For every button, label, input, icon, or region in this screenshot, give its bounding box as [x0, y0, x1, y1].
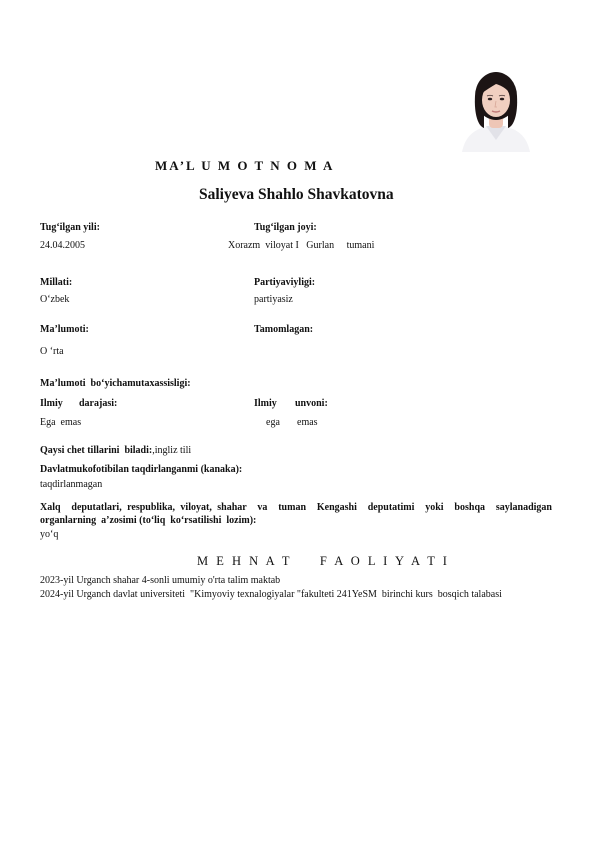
- full-name: Saliyeva Shahlo Shavkatovna: [199, 186, 394, 203]
- languages-value: ,ingliz tili: [152, 445, 192, 456]
- rank-label-1: Ilmiy: [254, 398, 277, 409]
- document-title: MA’L U M O T N O M A: [155, 158, 335, 173]
- birth-place-value: Xorazm viloyat I Gurlan tumani: [228, 240, 375, 251]
- education-value: O ‘rta: [40, 346, 64, 357]
- rank-value-2: emas: [297, 417, 318, 428]
- birth-date-value: 24.04.2005: [40, 240, 85, 251]
- deputy-question-line-2: organlarning a’zosimi (to‘liq ko‘rsatilishi lozim):: [40, 515, 257, 526]
- work-entry: 2023-yil Urganch shahar 4-sonli umumiy o'rta talim maktab: [40, 575, 281, 586]
- work-section-title: M E H N A T F A O L I Y A T I: [197, 554, 450, 568]
- awards-value: taqdirlanmagan: [40, 479, 103, 490]
- graduated-label: Tamomlagan:: [254, 324, 314, 335]
- nationality-label: Millati:: [40, 277, 73, 288]
- nationality-value: O‘zbek: [40, 294, 70, 305]
- profile-photo: [460, 66, 532, 152]
- portrait-image: [460, 66, 532, 152]
- party-label: Partiyaviyligi:: [254, 277, 316, 288]
- rank-value-1: ega: [266, 417, 280, 428]
- degree-label-2: darajasi:: [79, 398, 118, 409]
- languages-label: Qaysi chet tillarini biladi:: [40, 445, 153, 456]
- languages-line: [40, 445, 191, 456]
- birth-date-label: Tug‘ilgan yili:: [40, 222, 100, 233]
- party-value: partiyasiz: [254, 294, 293, 305]
- work-entry: 2024-yil Urganch davlat universiteti "Kimyoviy texnalogiyalar "fakulteti 241YeSM birinchi kurs bosqich talabasi: [40, 589, 502, 600]
- deputy-question-line-1: Xalq deputatlari, respublika, viloyat, shahar va tuman Kengashi deputatimi yoki boshqa saylanadigan: [40, 502, 552, 513]
- degree-value: Ega emas: [40, 417, 82, 428]
- rank-label-2: unvoni:: [295, 398, 328, 409]
- deputy-value: yo‘q: [40, 529, 59, 540]
- birth-place-label: Tug‘ilgan joyi:: [254, 222, 317, 233]
- specialty-label: Ma’lumoti bo‘yichamutaxassisligi:: [40, 378, 191, 389]
- degree-label-1: Ilmiy: [40, 398, 63, 409]
- awards-label: Davlatmukofotibilan taqdirlanganmi (kanaka):: [40, 464, 243, 475]
- education-label: Ma’lumoti:: [40, 324, 89, 335]
